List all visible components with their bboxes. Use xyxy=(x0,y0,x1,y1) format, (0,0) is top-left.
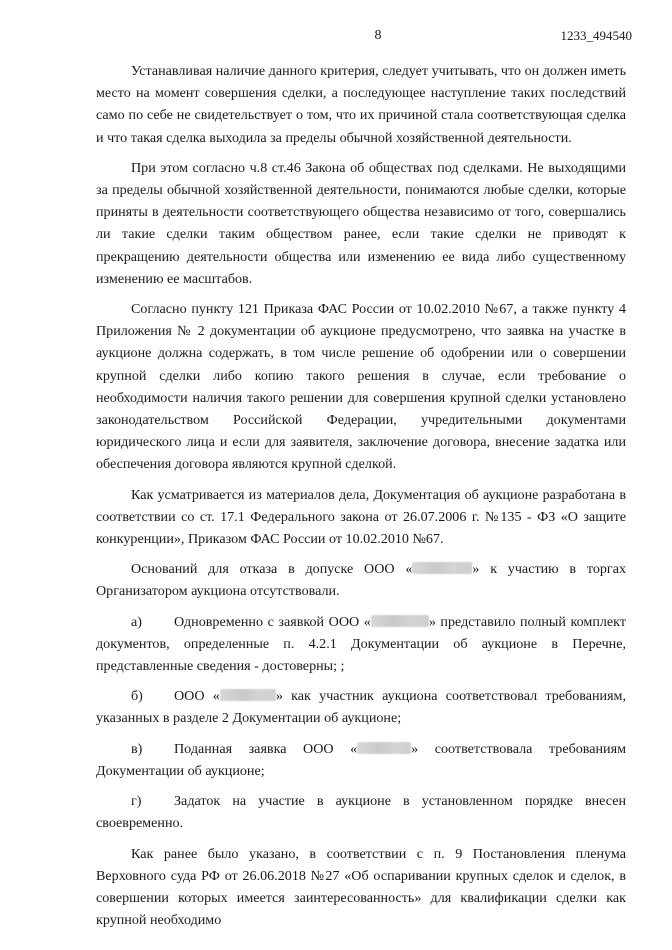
list-text-start: Задаток на участие в аукционе в установленном порядке внесен своевременно. xyxy=(96,793,626,832)
list-marker: б) xyxy=(131,688,143,705)
list-marker: а) xyxy=(131,613,142,630)
redacted-company-name xyxy=(357,742,411,754)
list-item-b xyxy=(96,685,626,729)
document-body xyxy=(96,60,626,939)
paragraph-fas-order: Согласно пункту 121 Приказа ФАС России от 10.02.2010 №67, а также пункту 4 Приложения № 2 документации об аукционе предусмотрено, что заявка на участке в аукционе должна содержать, в том числе решение об одобрении или о совершении крупной сделки либо копию такого решения в случае, если требование о необходимости наличия такого решении для совершения крупной сделки установлено законодательством Российской Федерации, учредительными документами юридического лица и если для заявителя, заключение договора, внесение задатка или обеспечения договора являются крупной сделкой. xyxy=(96,301,626,473)
redacted-company-name xyxy=(412,562,472,574)
list-item-g xyxy=(96,790,626,834)
list-text-start: Поданная заявка ООО « xyxy=(174,740,358,757)
list-marker: в) xyxy=(131,740,143,757)
paragraph-criterion: Устанавливая наличие данного критерия, следует учитывать, что он должен иметь место на момент совершения сделки, а последующее наступление таких последствий само по себе не свидетельствует о том, что их причиной стала соответствующая сделка и что такая сделка выходила за пределы обычной хозяйственной деятельности. xyxy=(96,63,626,146)
list-item-a xyxy=(96,611,626,678)
redacted-company-name xyxy=(220,689,276,701)
paragraph-no-grounds xyxy=(96,558,626,602)
no-grounds-text-end: » к участию в торгах Организатором аукциона отсутствовали. xyxy=(96,561,626,600)
paragraph-plenum-resolution: Как ранее было указано, в соответствии с п. 9 Постановления пленума Верховного суда РФ от 26.06.2018 №27 «Об оспаривании крупных сделок и сделок, в совершении которых имеется заинтересованность» для квалификации сделки как крупной необходимо xyxy=(96,845,626,929)
page-number: 8 xyxy=(374,28,382,43)
list-marker: г) xyxy=(131,793,142,810)
list-text-end: » как участник аукциона соответствовал требованиям, указанных в разделе 2 Документации об аукционе; xyxy=(96,688,626,727)
redacted-company-name xyxy=(371,615,429,627)
list-text-start: ООО « xyxy=(174,688,220,705)
paragraph-ordinary-activity: При этом согласно ч.8 ст.46 Закона об обществах под сделками. Не выходящими за пределы обычной хозяйственной деятельности, понимаются любые сделки, которые приняты в деятельности соответствующего общества независимо от того, совершались ли такие сделки таким обществом ранее, если такие сделки не приводят к прекращению деятельности общества или изменению ее вида либо существенному изменению ее масштабов. xyxy=(96,159,626,287)
list-text-start: Одновременно с заявкой ООО « xyxy=(174,613,371,630)
document-id: 1233_494540 xyxy=(560,28,632,43)
list-text-end: » представило полный комплект документов, определенные п. 4.2.1 Документации об аукционе в Перечне, представленные сведения - достоверны; ; xyxy=(96,613,626,675)
no-grounds-text-start: Оснований для отказа в допуске ООО « xyxy=(131,561,413,578)
list-item-v xyxy=(96,738,626,782)
list-text-end: » соответствовала требованиям Документации об аукционе; xyxy=(96,740,626,779)
paragraph-documentation: Как усматривается из материалов дела, Документация об аукционе разработана в соответствии со ст. 17.1 Федерального закона от 26.07.2006 г. №135 - ФЗ «О защите конкуренции», Приказом ФАС России от 10.02.2010 №67. xyxy=(96,486,626,548)
